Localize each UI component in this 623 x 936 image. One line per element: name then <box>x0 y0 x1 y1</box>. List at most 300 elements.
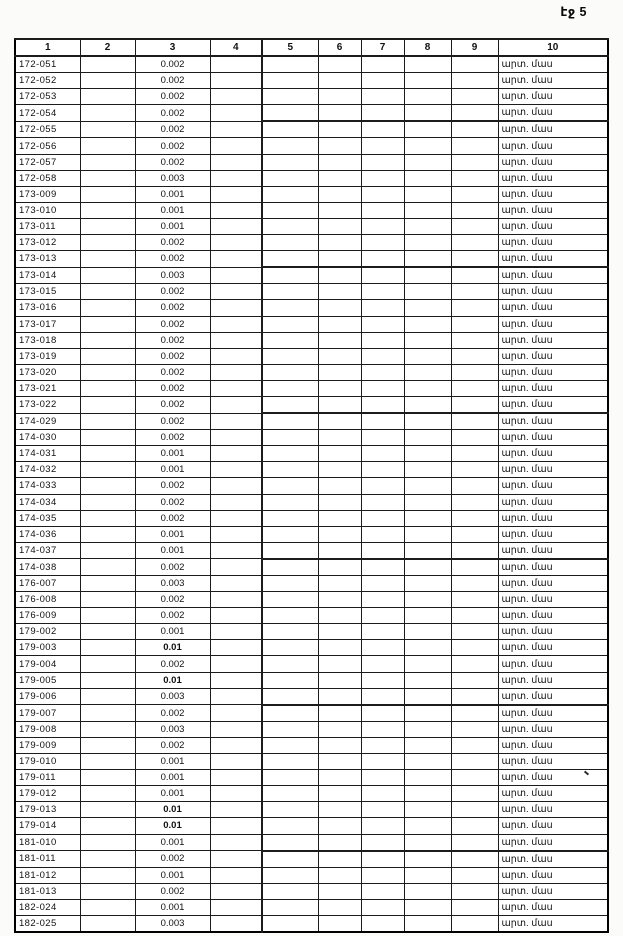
row-note-cell: արտ. մաս <box>498 867 608 883</box>
empty-cell <box>451 754 498 770</box>
table-row <box>15 462 608 478</box>
empty-cell <box>318 154 361 170</box>
empty-cell <box>451 202 498 218</box>
empty-cell <box>80 348 135 364</box>
row-note-cell: արտ. մաս <box>498 770 608 786</box>
empty-cell <box>80 380 135 396</box>
empty-cell <box>404 267 451 284</box>
empty-cell <box>404 364 451 380</box>
empty-cell <box>262 656 318 672</box>
empty-cell <box>262 672 318 688</box>
empty-cell <box>210 576 262 592</box>
row-code-cell: 174-038 <box>15 559 80 576</box>
empty-cell <box>404 56 451 73</box>
row-note-cell: արտ. մաս <box>498 105 608 122</box>
empty-cell <box>262 396 318 413</box>
empty-cell <box>262 867 318 883</box>
row-code-cell: 176-009 <box>15 608 80 624</box>
row-code-cell: 173-013 <box>15 251 80 268</box>
empty-cell <box>80 851 135 868</box>
empty-cell <box>361 462 404 478</box>
row-note-cell: արտ. մաս <box>498 316 608 332</box>
empty-cell <box>262 462 318 478</box>
row-note-cell: արտ. մաս <box>498 542 608 559</box>
row-code-cell: 182-024 <box>15 899 80 915</box>
row-code-cell: 182-025 <box>15 915 80 932</box>
row-code-cell: 174-031 <box>15 446 80 462</box>
row-value-cell: 0.002 <box>135 737 210 753</box>
row-value-cell: 0.002 <box>135 430 210 446</box>
row-code-cell: 179-009 <box>15 737 80 753</box>
empty-cell <box>361 688 404 705</box>
empty-cell <box>210 235 262 251</box>
empty-cell <box>361 705 404 722</box>
row-note-cell: արտ. մաս <box>498 478 608 494</box>
empty-cell <box>404 770 451 786</box>
row-note-cell: արտ. մաս <box>498 218 608 234</box>
empty-cell <box>80 413 135 430</box>
row-value-cell: 0.002 <box>135 300 210 316</box>
empty-cell <box>361 446 404 462</box>
empty-cell <box>361 576 404 592</box>
table-row <box>15 73 608 89</box>
row-value-cell: 0.002 <box>135 559 210 576</box>
empty-cell <box>210 300 262 316</box>
empty-cell <box>80 73 135 89</box>
empty-cell <box>318 73 361 89</box>
row-note-cell: արտ. մաս <box>498 737 608 753</box>
empty-cell <box>361 138 404 154</box>
empty-cell <box>210 705 262 722</box>
row-value-cell: 0.001 <box>135 542 210 559</box>
empty-cell <box>318 332 361 348</box>
empty-cell <box>318 672 361 688</box>
row-value-cell: 0.003 <box>135 576 210 592</box>
empty-cell <box>262 56 318 73</box>
empty-cell <box>361 413 404 430</box>
row-code-cell: 179-004 <box>15 656 80 672</box>
empty-cell <box>80 235 135 251</box>
empty-cell <box>361 754 404 770</box>
empty-cell <box>80 218 135 234</box>
empty-cell <box>361 105 404 122</box>
row-value-cell: 0.002 <box>135 154 210 170</box>
empty-cell <box>262 332 318 348</box>
empty-cell <box>318 218 361 234</box>
empty-cell <box>262 446 318 462</box>
row-value-cell: 0.001 <box>135 786 210 802</box>
empty-cell <box>451 235 498 251</box>
table-row <box>15 542 608 559</box>
empty-cell <box>80 526 135 542</box>
empty-cell <box>210 73 262 89</box>
row-value-cell: 0.003 <box>135 688 210 705</box>
empty-cell <box>451 73 498 89</box>
empty-cell <box>262 542 318 559</box>
row-note-cell: արտ. մաս <box>498 348 608 364</box>
empty-cell <box>318 834 361 851</box>
row-note-cell: արտ. մաս <box>498 300 608 316</box>
empty-cell <box>210 867 262 883</box>
empty-cell <box>404 89 451 105</box>
row-note-cell: արտ. մաս <box>498 818 608 834</box>
header-cell-7: 7 <box>361 39 404 56</box>
empty-cell <box>318 300 361 316</box>
empty-cell <box>404 202 451 218</box>
empty-cell <box>361 867 404 883</box>
row-code-cell: 172-052 <box>15 73 80 89</box>
empty-cell <box>80 121 135 138</box>
table-row <box>15 121 608 138</box>
empty-cell <box>210 396 262 413</box>
row-note-cell: արտ. մաս <box>498 786 608 802</box>
row-code-cell: 174-035 <box>15 510 80 526</box>
empty-cell <box>404 121 451 138</box>
empty-cell <box>210 218 262 234</box>
empty-cell <box>80 737 135 753</box>
empty-cell <box>404 883 451 899</box>
table-row <box>15 251 608 268</box>
empty-cell <box>318 494 361 510</box>
row-value-cell: 0.01 <box>135 640 210 656</box>
empty-cell <box>451 284 498 300</box>
table-row <box>15 559 608 576</box>
row-note-cell: արտ. մաս <box>498 656 608 672</box>
table-row <box>15 624 608 640</box>
row-note-cell: արտ. մաս <box>498 267 608 284</box>
empty-cell <box>318 89 361 105</box>
empty-cell <box>361 284 404 300</box>
row-code-cell: 173-016 <box>15 300 80 316</box>
empty-cell <box>361 300 404 316</box>
empty-cell <box>318 526 361 542</box>
empty-cell <box>262 802 318 818</box>
empty-cell <box>404 251 451 268</box>
table-row <box>15 915 608 932</box>
row-note-cell: արտ. մաս <box>498 721 608 737</box>
empty-cell <box>210 624 262 640</box>
empty-cell <box>404 170 451 186</box>
row-note-cell: արտ. մաս <box>498 915 608 932</box>
row-code-cell: 179-012 <box>15 786 80 802</box>
empty-cell <box>80 170 135 186</box>
header-cell-5: 5 <box>262 39 318 56</box>
page-number: էջ 5 <box>560 5 587 19</box>
empty-cell <box>404 430 451 446</box>
row-value-cell: 0.001 <box>135 834 210 851</box>
empty-cell <box>404 138 451 154</box>
empty-cell <box>262 899 318 915</box>
row-value-cell: 0.002 <box>135 56 210 73</box>
empty-cell <box>262 154 318 170</box>
empty-cell <box>80 105 135 122</box>
empty-cell <box>451 770 498 786</box>
empty-cell <box>262 202 318 218</box>
empty-cell <box>210 721 262 737</box>
empty-cell <box>80 624 135 640</box>
empty-cell <box>361 672 404 688</box>
empty-cell <box>451 834 498 851</box>
empty-cell <box>451 786 498 802</box>
empty-cell <box>80 494 135 510</box>
empty-cell <box>404 851 451 868</box>
row-note-cell: արտ. մաս <box>498 576 608 592</box>
row-note-cell: արտ. մաս <box>498 883 608 899</box>
empty-cell <box>210 380 262 396</box>
empty-cell <box>318 121 361 138</box>
empty-cell <box>404 786 451 802</box>
table-row <box>15 218 608 234</box>
empty-cell <box>361 640 404 656</box>
empty-cell <box>262 705 318 722</box>
empty-cell <box>404 494 451 510</box>
empty-cell <box>361 430 404 446</box>
row-code-cell: 174-034 <box>15 494 80 510</box>
empty-cell <box>361 526 404 542</box>
empty-cell <box>262 576 318 592</box>
empty-cell <box>262 478 318 494</box>
empty-cell <box>262 300 318 316</box>
table-row <box>15 672 608 688</box>
row-value-cell: 0.002 <box>135 478 210 494</box>
table-row <box>15 348 608 364</box>
empty-cell <box>404 284 451 300</box>
empty-cell <box>210 462 262 478</box>
empty-cell <box>361 348 404 364</box>
empty-cell <box>318 754 361 770</box>
empty-cell <box>404 802 451 818</box>
table-row <box>15 494 608 510</box>
empty-cell <box>404 526 451 542</box>
empty-cell <box>318 380 361 396</box>
row-value-cell: 0.003 <box>135 267 210 284</box>
row-code-cell: 174-033 <box>15 478 80 494</box>
row-note-cell: արտ. մաս <box>498 332 608 348</box>
empty-cell <box>262 608 318 624</box>
empty-cell <box>80 883 135 899</box>
table-row <box>15 526 608 542</box>
empty-cell <box>404 688 451 705</box>
row-code-cell: 172-057 <box>15 154 80 170</box>
table-row <box>15 186 608 202</box>
empty-cell <box>404 737 451 753</box>
table-row <box>15 364 608 380</box>
empty-cell <box>210 883 262 899</box>
empty-cell <box>80 364 135 380</box>
row-value-cell: 0.001 <box>135 202 210 218</box>
row-code-cell: 176-008 <box>15 592 80 608</box>
empty-cell <box>451 478 498 494</box>
header-cell-3: 3 <box>135 39 210 56</box>
empty-cell <box>404 624 451 640</box>
empty-cell <box>361 737 404 753</box>
data-table <box>14 38 609 933</box>
empty-cell <box>451 899 498 915</box>
table-row <box>15 316 608 332</box>
empty-cell <box>262 559 318 576</box>
empty-cell <box>451 154 498 170</box>
empty-cell <box>451 672 498 688</box>
empty-cell <box>210 154 262 170</box>
empty-cell <box>451 656 498 672</box>
empty-cell <box>210 915 262 932</box>
empty-cell <box>80 834 135 851</box>
empty-cell <box>80 754 135 770</box>
empty-cell <box>451 624 498 640</box>
row-code-cell: 173-012 <box>15 235 80 251</box>
table-header-row <box>15 39 608 56</box>
empty-cell <box>318 802 361 818</box>
row-value-cell: 0.002 <box>135 396 210 413</box>
empty-cell <box>210 526 262 542</box>
empty-cell <box>451 559 498 576</box>
row-note-cell: արտ. մաս <box>498 592 608 608</box>
empty-cell <box>451 89 498 105</box>
empty-cell <box>318 737 361 753</box>
empty-cell <box>451 138 498 154</box>
header-cell-4: 4 <box>210 39 262 56</box>
empty-cell <box>404 608 451 624</box>
table-row <box>15 737 608 753</box>
row-note-cell: արտ. մաս <box>498 284 608 300</box>
row-note-cell: արտ. մաս <box>498 154 608 170</box>
empty-cell <box>404 542 451 559</box>
empty-cell <box>80 786 135 802</box>
table-row <box>15 754 608 770</box>
row-code-cell: 174-036 <box>15 526 80 542</box>
table-row <box>15 576 608 592</box>
empty-cell <box>210 446 262 462</box>
empty-cell <box>361 510 404 526</box>
empty-cell <box>210 56 262 73</box>
empty-cell <box>404 510 451 526</box>
row-note-cell: արտ. մաս <box>498 640 608 656</box>
row-code-cell: 181-011 <box>15 851 80 868</box>
empty-cell <box>451 510 498 526</box>
empty-cell <box>262 218 318 234</box>
empty-cell <box>318 348 361 364</box>
empty-cell <box>451 413 498 430</box>
row-value-cell: 0.002 <box>135 316 210 332</box>
table-row <box>15 608 608 624</box>
empty-cell <box>451 802 498 818</box>
table-row <box>15 899 608 915</box>
row-value-cell: 0.002 <box>135 364 210 380</box>
empty-cell <box>451 121 498 138</box>
empty-cell <box>361 786 404 802</box>
empty-cell <box>80 608 135 624</box>
empty-cell <box>210 186 262 202</box>
empty-cell <box>361 478 404 494</box>
row-code-cell: 172-051 <box>15 56 80 73</box>
empty-cell <box>361 186 404 202</box>
empty-cell <box>80 770 135 786</box>
row-note-cell: արտ. մաս <box>498 851 608 868</box>
empty-cell <box>404 73 451 89</box>
empty-cell <box>451 915 498 932</box>
row-code-cell: 179-002 <box>15 624 80 640</box>
row-note-cell: արտ. մաս <box>498 510 608 526</box>
empty-cell <box>210 510 262 526</box>
empty-cell <box>361 121 404 138</box>
empty-cell <box>451 640 498 656</box>
empty-cell <box>80 284 135 300</box>
row-value-cell: 0.01 <box>135 672 210 688</box>
table-row <box>15 786 608 802</box>
row-code-cell: 181-010 <box>15 834 80 851</box>
row-code-cell: 173-017 <box>15 316 80 332</box>
empty-cell <box>318 138 361 154</box>
empty-cell <box>451 576 498 592</box>
empty-cell <box>361 364 404 380</box>
empty-cell <box>361 332 404 348</box>
empty-cell <box>210 851 262 868</box>
row-value-cell: 0.002 <box>135 413 210 430</box>
empty-cell <box>210 478 262 494</box>
row-code-cell: 173-021 <box>15 380 80 396</box>
empty-cell <box>80 899 135 915</box>
row-code-cell: 173-011 <box>15 218 80 234</box>
empty-cell <box>262 510 318 526</box>
empty-cell <box>262 851 318 868</box>
empty-cell <box>210 899 262 915</box>
table-row <box>15 688 608 705</box>
table-row <box>15 705 608 722</box>
row-value-cell: 0.001 <box>135 770 210 786</box>
empty-cell <box>80 430 135 446</box>
empty-cell <box>318 267 361 284</box>
empty-cell <box>210 737 262 753</box>
row-value-cell: 0.002 <box>135 608 210 624</box>
empty-cell <box>210 105 262 122</box>
empty-cell <box>451 446 498 462</box>
row-value-cell: 0.002 <box>135 348 210 364</box>
empty-cell <box>262 316 318 332</box>
empty-cell <box>262 267 318 284</box>
row-code-cell: 181-013 <box>15 883 80 899</box>
row-note-cell: արտ. մաս <box>498 705 608 722</box>
empty-cell <box>361 396 404 413</box>
empty-cell <box>318 235 361 251</box>
row-value-cell: 0.002 <box>135 510 210 526</box>
empty-cell <box>262 284 318 300</box>
empty-cell <box>80 267 135 284</box>
row-note-cell: արտ. մաս <box>498 251 608 268</box>
table-row <box>15 656 608 672</box>
empty-cell <box>80 542 135 559</box>
empty-cell <box>404 640 451 656</box>
empty-cell <box>80 462 135 478</box>
empty-cell <box>451 818 498 834</box>
empty-cell <box>451 186 498 202</box>
row-value-cell: 0.001 <box>135 867 210 883</box>
empty-cell <box>404 656 451 672</box>
empty-cell <box>404 705 451 722</box>
row-value-cell: 0.001 <box>135 624 210 640</box>
empty-cell <box>262 721 318 737</box>
row-note-cell: արտ. մաս <box>498 89 608 105</box>
empty-cell <box>451 316 498 332</box>
row-note-cell: արտ. մաս <box>498 624 608 640</box>
empty-cell <box>80 656 135 672</box>
empty-cell <box>262 138 318 154</box>
empty-cell <box>80 705 135 722</box>
empty-cell <box>318 413 361 430</box>
row-note-cell: արտ. մաս <box>498 121 608 138</box>
empty-cell <box>404 105 451 122</box>
empty-cell <box>318 396 361 413</box>
empty-cell <box>262 121 318 138</box>
